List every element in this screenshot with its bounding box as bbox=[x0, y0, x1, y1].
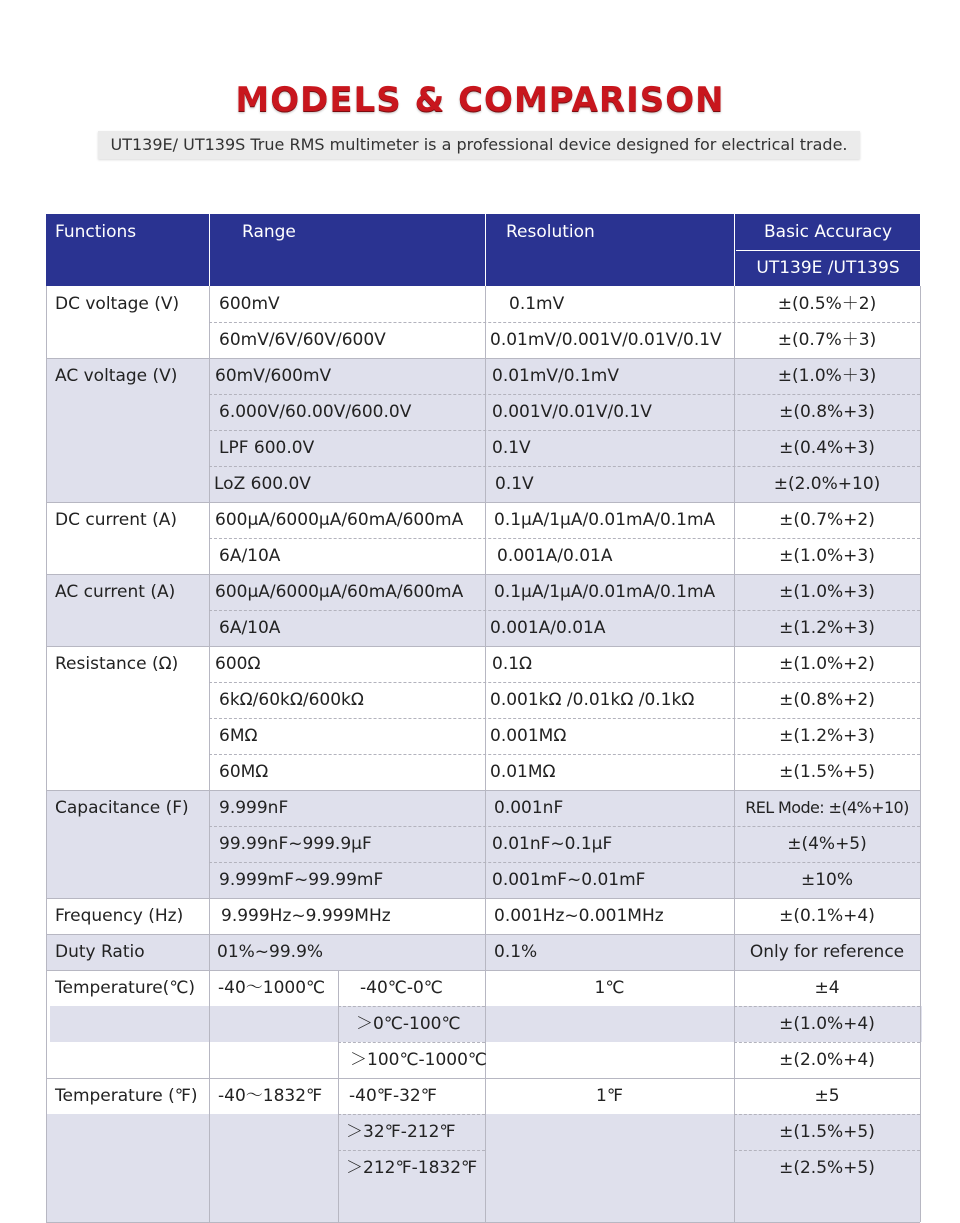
range-cell: 60mV/600mV bbox=[215, 366, 332, 386]
resolution-cell: 0.1mV bbox=[509, 294, 565, 314]
accuracy-cell: Only for reference bbox=[749, 942, 905, 962]
function-label: Resistance (Ω) bbox=[55, 654, 179, 674]
header-resolution: Resolution bbox=[506, 222, 595, 242]
accuracy-cell: ±(1.2%+3) bbox=[779, 618, 875, 638]
resolution-cell: 0.001mF~0.01mF bbox=[492, 870, 646, 890]
sub-range-cell: -40℉-32℉ bbox=[349, 1086, 437, 1106]
subtitle: UT139E/ UT139S True RMS multimeter is a professional device designed for electrical trade. bbox=[98, 131, 860, 159]
function-label: Capacitance (F) bbox=[55, 798, 189, 818]
accuracy-cell: ±4 bbox=[814, 978, 840, 998]
range-cell: LPF 600.0V bbox=[219, 438, 315, 458]
range-cell: 60MΩ bbox=[219, 762, 269, 782]
accuracy-cell: ±(2.5%+5) bbox=[779, 1158, 875, 1178]
range-cell: LoZ 600.0V bbox=[214, 474, 311, 494]
header-divider bbox=[209, 214, 210, 286]
accuracy-cell: ±(2.0%+10) bbox=[773, 474, 881, 494]
function-label: AC voltage (V) bbox=[55, 366, 178, 386]
accuracy-cell: ±(1.0%+4) bbox=[779, 1014, 875, 1034]
range-cell: 9.999Hz~9.999MHz bbox=[221, 906, 391, 926]
function-label: Temperature(℃) bbox=[55, 978, 196, 998]
sub-range-cell: -40℃-0℃ bbox=[360, 978, 443, 998]
sub-range-cell: ＞0℃-100℃ bbox=[356, 1014, 461, 1034]
resolution-cell: 0.1μA/1μA/0.01mA/0.1mA bbox=[494, 582, 716, 602]
accuracy-cell: ±(0.1%+4) bbox=[779, 906, 875, 926]
accuracy-cell: ±(1.5%+5) bbox=[779, 762, 875, 782]
function-label: Frequency (Hz) bbox=[55, 906, 184, 926]
resolution-cell: 0.001V/0.01V/0.1V bbox=[492, 402, 652, 422]
sub-range-cell: ＞32℉-212℉ bbox=[346, 1122, 456, 1142]
accuracy-cell: ±(4%+5) bbox=[787, 834, 867, 854]
function-label: DC current (A) bbox=[55, 510, 177, 530]
column-line bbox=[338, 970, 339, 1222]
column-line bbox=[920, 286, 921, 1222]
resolution-cell: 0.01MΩ bbox=[490, 762, 556, 782]
resolution-cell: 0.1V bbox=[495, 474, 534, 494]
header-range: Range bbox=[242, 222, 296, 242]
function-label: AC current (A) bbox=[55, 582, 176, 602]
accuracy-cell: ±(1.2%+3) bbox=[779, 726, 875, 746]
resolution-cell: 0.1V bbox=[492, 438, 531, 458]
range-cell: 9.999nF bbox=[219, 798, 289, 818]
range-cell: 6MΩ bbox=[219, 726, 258, 746]
resolution-cell: 0.001kΩ /0.01kΩ /0.1kΩ bbox=[490, 690, 695, 710]
range-cell: 6A/10A bbox=[219, 618, 281, 638]
resolution-cell: 1℉ bbox=[596, 1086, 623, 1106]
accuracy-cell: ±(0.8%+2) bbox=[779, 690, 875, 710]
accuracy-cell: ±(0.7%+2) bbox=[779, 510, 875, 530]
resolution-cell: 0.001nF bbox=[494, 798, 564, 818]
range-cell: 99.99nF~999.9μF bbox=[219, 834, 372, 854]
accuracy-cell: ±(2.0%+4) bbox=[779, 1050, 875, 1070]
resolution-cell: 0.1% bbox=[494, 942, 538, 962]
range-cell: 60mV/6V/60V/600V bbox=[219, 330, 386, 350]
accuracy-cell: ±(0.4%+3) bbox=[779, 438, 875, 458]
range-cell: 9.999mF~99.99mF bbox=[219, 870, 384, 890]
resolution-cell: 1℃ bbox=[594, 978, 625, 998]
range-cell: -40～1832℉ bbox=[218, 1086, 323, 1106]
resolution-cell: 0.001A/0.01A bbox=[490, 618, 606, 638]
function-label: Temperature (℉) bbox=[55, 1086, 198, 1106]
accuracy-cell: ±(0.7%＋3) bbox=[777, 330, 877, 350]
range-cell: 600Ω bbox=[215, 654, 261, 674]
resolution-cell: 0.01mV/0.1mV bbox=[492, 366, 619, 386]
range-cell: 600μA/6000μA/60mA/600mA bbox=[215, 582, 464, 602]
accuracy-cell: ±(1.0%+3) bbox=[779, 582, 875, 602]
resolution-cell: 0.01nF~0.1μF bbox=[492, 834, 613, 854]
range-cell: 6.000V/60.00V/600.0V bbox=[219, 402, 412, 422]
accuracy-cell: ±10% bbox=[800, 870, 854, 890]
range-cell: 6kΩ/60kΩ/600kΩ bbox=[219, 690, 364, 710]
header-models: UT139E /UT139S bbox=[756, 258, 900, 278]
accuracy-cell: ±(0.8%+3) bbox=[779, 402, 875, 422]
range-cell: 01%~99.9% bbox=[217, 942, 324, 962]
resolution-cell: 0.1Ω bbox=[492, 654, 533, 674]
resolution-cell: 0.001MΩ bbox=[490, 726, 567, 746]
header-divider bbox=[485, 214, 486, 286]
accuracy-cell: ±(1.0%+2) bbox=[779, 654, 875, 674]
header-functions: Functions bbox=[55, 222, 137, 242]
function-label: DC voltage (V) bbox=[55, 294, 180, 314]
accuracy-cell: ±(1.0%＋3) bbox=[777, 366, 877, 386]
sub-range-cell: ＞100℃-1000℃ bbox=[350, 1050, 488, 1070]
resolution-cell: 0.1μA/1μA/0.01mA/0.1mA bbox=[494, 510, 716, 530]
accuracy-cell: ±(1.5%+5) bbox=[779, 1122, 875, 1142]
accuracy-cell: ±(1.0%+3) bbox=[779, 546, 875, 566]
resolution-cell: 0.01mV/0.001V/0.01V/0.1V bbox=[490, 330, 722, 350]
sub-range-cell: ＞212℉-1832℉ bbox=[346, 1158, 478, 1178]
accuracy-cell: ±5 bbox=[814, 1086, 840, 1106]
range-cell: 600mV bbox=[219, 294, 280, 314]
range-cell: -40～1000℃ bbox=[218, 978, 326, 998]
function-label: Duty Ratio bbox=[55, 942, 145, 962]
range-cell: 600μA/6000μA/60mA/600mA bbox=[215, 510, 464, 530]
header-subdivider bbox=[736, 250, 920, 251]
header-accuracy: Basic Accuracy bbox=[763, 222, 893, 242]
resolution-cell: 0.001Hz~0.001MHz bbox=[494, 906, 664, 926]
page-title: MODELS & COMPARISON bbox=[235, 80, 725, 120]
accuracy-cell: ±(0.5%＋2) bbox=[777, 294, 877, 314]
column-line bbox=[46, 286, 47, 1222]
range-cell: 6A/10A bbox=[219, 546, 281, 566]
accuracy-cell: REL Mode: ±(4%+10) bbox=[745, 798, 909, 817]
resolution-cell: 0.001A/0.01A bbox=[497, 546, 613, 566]
